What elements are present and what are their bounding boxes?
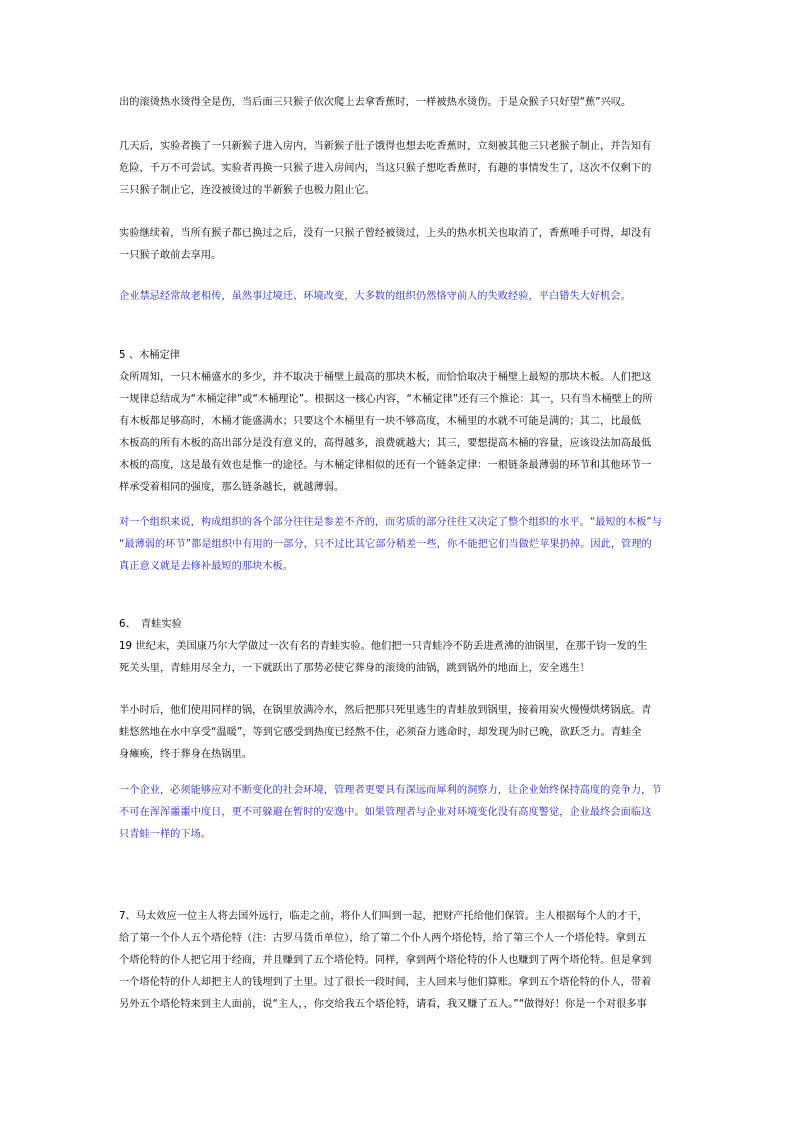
- text-line: 19 世纪末，美国康乃尔大学做过一次有名的青蛙实验。他们把一只青蛙冷不防丢进煮沸的油锅里，在那千钧一发的生: [119, 641, 648, 652]
- text-line: 三只猴子制止它，连没被烫过的半新猴子也极力阻止它。: [119, 185, 375, 196]
- text-line: 众所周知，一只木桶盛水的多少，并不取决于桶壁上最高的那块木板，而恰恰取决于桶壁上最短的那块木板。人们把这: [119, 372, 652, 383]
- text-line: 只青蛙一样的下场。: [119, 829, 212, 840]
- paragraph-monkey-new: [119, 136, 675, 202]
- text-line: 身瘫痪，终于葬身在热锅里。: [119, 749, 253, 760]
- text-line: 出的滚烫热水烫得全是伤，当后面三只猴子依次爬上去拿香蕉时，一样被热水烫伤。于是众猴子只好望“蕉”兴叹。: [119, 97, 632, 108]
- section-heading: 5 、木桶定律: [119, 350, 181, 361]
- text-line: 实验继续着，当所有猴子都已换过之后，没有一只猴子曾经被烫过，上头的热水机关也取消了，香蕉唾手可得，却没有: [119, 228, 652, 239]
- text-line: 危险，千万不可尝试。实验者再换一只猴子进入房间内，当这只猴子想吃香蕉时，有趣的事情发生了，这次不仅剩下的: [119, 163, 652, 174]
- text-line: 个塔伦特的仆人把它用于经商，并且赚到了五个塔伦特。同样，拿到两个塔伦特的仆人也赚到了两个塔伦特。但是拿到: [119, 955, 652, 966]
- text-line: 对一个组织来说，构成组织的各个部分往往是参差不齐的，而劣质的部分往往又决定了整个组织的水平。“最短的木板”与: [119, 517, 662, 528]
- section-heading: 6、 青蛙实验: [119, 619, 182, 630]
- paragraph-frog-half-hour: [119, 700, 675, 766]
- paragraph-monkey-continue: [119, 223, 675, 267]
- text-line: 半小时后，他们使用同样的锅，在锅里放满冷水，然后把那只死里逃生的青蛙放到锅里，接着用炭火慢慢烘烤锅底。青: [119, 705, 652, 716]
- text-line: 一只猴子敢前去享用。: [119, 250, 222, 261]
- text-line: 木板的高度，这是最有效也是惟一的途径。与木桶定律相似的还有一个链条定律：一根链条最薄弱的环节和其他环节一: [119, 460, 652, 471]
- text-line: 有木板都足够高时，木桶才能盛满水；只要这个木桶里有一块不够高度，木桶里的水就不可能是满的；其二，比最低: [119, 416, 642, 427]
- section-matthew-effect: [119, 906, 675, 1016]
- insight-monkey: [119, 286, 675, 308]
- text-line: 真正意义就是去修补最短的那块木板。: [119, 561, 294, 572]
- text-line: “最薄弱的环节”都是组织中有用的一部分，只不过比其它部分稍差一些，你不能把它们当做烂苹果扔掉。因此，管理的: [119, 539, 652, 550]
- insight-frog: [119, 780, 675, 846]
- text-line: 不可在浑浑噩噩中度日，更不可躲避在暂时的安逸中。如果管理者与企业对环境变化没有高度警觉，企业最终会面临这: [119, 807, 652, 818]
- text-line: 企业禁忌经常故老相传，虽然事过境迁、环境改变，大多数的组织仍然恪守前人的失败经验，平白错失大好机会。: [119, 291, 631, 302]
- insight-wooden-barrel: [119, 512, 675, 578]
- section-frog-experiment: [119, 614, 675, 680]
- text-line: 死关头里，青蛙用尽全力，一下就跃出了那势必使它葬身的滚烫的油锅，跳到锅外的地面上，安全逃生！: [119, 663, 590, 674]
- text-line: 木板高的所有木板的高出部分是没有意义的，高得越多，浪费就越大；其三，要想提高木桶的容量，应该设法加高最低: [119, 438, 652, 449]
- text-line: 一个企业，必须能够应对不断变化的社会环境，管理者更要具有深远而犀利的洞察力，让企业始终保持高度的竞争力，节: [119, 785, 662, 796]
- section-wooden-barrel: [119, 345, 675, 499]
- paragraph-monkey-end: [119, 92, 675, 114]
- section-heading-line: 7、马太效应一位主人将去国外远行，临走之前，将仆人们叫到一起，把财产托给他们保管。主人根据每个人的才干，: [119, 911, 648, 922]
- text-line: 一个塔伦特的仆人却把主人的钱埋到了土里。过了很长一段时间，主人回来与他们算账。拿到五个塔伦特的仆人，带着: [119, 977, 652, 988]
- text-line: 几天后，实验者换了一只新猴子进入房内，当新猴子肚子饿得也想去吃香蕉时，立刻被其他三只老猴子制止，并告知有: [119, 141, 652, 152]
- text-line: 样承受着相同的强度，那么链条越长，就越薄弱。: [119, 482, 345, 493]
- text-line: 蛙悠然地在水中享受“温暖”，等到它感受到热度已经熬不住，必须奋力逃命时，却发现为时已晚，欲跃乏力。青蛙全: [119, 727, 642, 738]
- text-line: 一规律总结成为“木桶定律”或“木桶理论”。根据这一核心内容，“木桶定律”还有三个推论：其一，只有当木桶壁上的所: [119, 394, 653, 405]
- text-line: 另外五个塔伦特来到主人面前，说“主人，，你交给我五个塔伦特，请看，我又赚了五人。”“做得好！你是一个对很多事: [119, 999, 647, 1010]
- text-line: 给了第一个仆人五个塔伦特（注：古罗马货币单位），给了第二个仆人两个塔伦特，给了第三个人一个塔伦特。拿到五: [119, 933, 647, 944]
